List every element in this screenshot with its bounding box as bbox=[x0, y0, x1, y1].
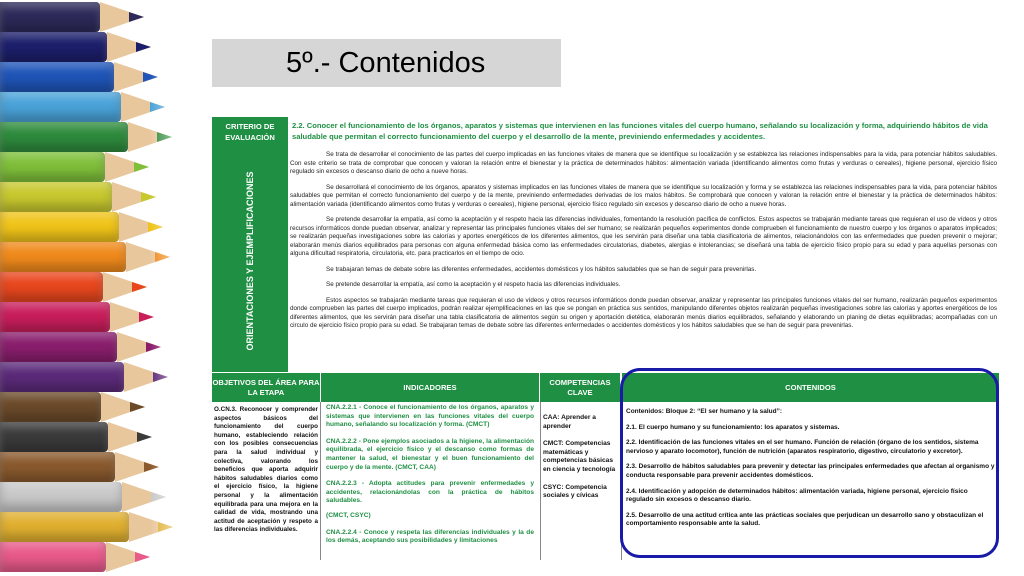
contenido-item: Contenidos: Bloque 2: “El ser humano y la salud”: bbox=[626, 408, 783, 415]
contenido-item: 2.1. El cuerpo humano y su funcionamiento: los aparatos y sistemas. bbox=[626, 423, 840, 431]
contenidos-list bbox=[622, 402, 999, 560]
orientaciones-bar bbox=[212, 151, 288, 372]
competencia-item: CSYC: Competencia sociales y cívicas bbox=[543, 483, 607, 500]
indicador-item: CNA.2.2.1 - Conoce el funcionamiento de los órganos, aparatos y sistemas que intervienen en las funciones vitales del cuerpo humano, señalando su localización y forma. (CMCT) bbox=[326, 404, 534, 429]
competencia-item: CAA: Aprender a aprender bbox=[543, 414, 596, 430]
indicadores-list bbox=[320, 402, 540, 560]
indicador-item: CNA.2.2.2 - Pone ejemplos asociados a la higiene, la alimentación equilibrada, el ejercicio físico y el descanso como formas de mantener la salud, el bienestar y el buen funcionamiento del cuerpo y de la mente. (CMCT, CAA) bbox=[326, 437, 534, 471]
indicador-item: CNA.2.2.3 - Adopta actitudes para prevenir enfermedades y accidentes, relacionándolas con la práctica de hábitos saludables. bbox=[326, 480, 534, 505]
orientaciones-paragraph: Estos aspectos se trabajarán mediante tareas que requieran el uso de vídeos y otros recursos informáticos donde puedan observar, analizar y representar las principales funciones vitales del ser humano, realizarán pequeños experimentos donde comprueben las partes del cuerpo implicados, podrán realizar ejemplificaciones en las que se pongan en práctica sus sentidos, manipulando diferentes objetos realizarán pequeñas investigaciones sobre las calorías y aportes energéticos de los diferentes alimentos, que les servirán para diseñar una tabla clasificatoria de alimentos según su origen y aportación dietética, elaborarán menús diarios equilibrados, señalando y elaborando un planing de dietas equilibradas; acompañadas con un circulo de ejercicio físico propio para su edad. Se trabajaran temas de debate sobre las diferentes enfermedades o accidentes domésticos y los hábitos saludables que se han de seguir para prevenirlas. bbox=[290, 296, 997, 329]
header-contenidos: CONTENIDOS bbox=[622, 373, 999, 402]
header-competencias: COMPETENCIAS CLAVE bbox=[540, 373, 620, 402]
contenido-item: 2.3. Desarrollo de hábitos saludables para prevenir y detectar las principales enfermedades que afectan al organismo y conducta responsable para prevenir accidentes domésticos. bbox=[626, 463, 995, 479]
orientaciones-paragraph: Se pretende desarrollar la empatía, así como la aceptación y el respeto hacia las diferencias individuales. bbox=[326, 281, 621, 288]
orientaciones-paragraph: Se trata de desarrollar el conocimiento de las partes del cuerpo implicadas en las funciones vitales de manera que se identifique su localización y se establezca las relaciones indispensables para la vida, para potenciar hábitos saludables. Con este criterio se trata de comprobar que conocen y valoran la relación entre el bienestar y la práctica de determinados hábitos: alimentación variada (identificando alimentos como frutas y verduras o cereales), higiene personal, ejercicio físico regulado sin excesos o descanso diario de ocho a nueve horas. bbox=[290, 151, 997, 175]
indicador-item: (CMCT, CSYC) bbox=[326, 511, 371, 519]
objetivos-text: O.CN.3. Reconocer y comprender aspectos básicos del funcionamiento del cuerpo humano, estableciendo relación con los posibles consecuencias para la salud individual y colectiva, valorando los beneficios que aporta adquirir hábitos saludables diarios como el ejercicio físico, la higiene personal y la alimentación equilibrada para una mejora en la calidad de vida, mostrando una actitud de aceptación y respeto a las diferencias individuales. bbox=[214, 406, 318, 534]
orientaciones-label: ORIENTACIONES Y EJEMPLIFICACIONES bbox=[245, 171, 255, 351]
curriculum-table bbox=[212, 117, 999, 560]
orientaciones-paragraph: Se trabajaran temas de debate sobre las diferentes enfermedades, accidentes domésticos y los hábitos saludables que se han de seguir para prevenirlas. bbox=[326, 265, 757, 273]
criterio-text: 2.2. Conocer el funcionamiento de los órganos, aparatos y sistemas que intervienen en las funciones vitales del cuerpo humano, señalando su localización y forma, adquiriendo hábitos de vida saludable que permitan el correcto funcionamiento del cuerpo y el desarrollo de la mente, previniendo enfermedades y accidentes. bbox=[292, 121, 988, 141]
slide-title: 5º.- Contenidos bbox=[286, 47, 486, 79]
orientaciones-text bbox=[290, 151, 997, 372]
title-box bbox=[212, 39, 561, 87]
indicador-item: CNA.2.2.4 - Conoce y respeta las diferencias individuales y la de los demás, aceptando sus posibilidades y limitaciones bbox=[326, 528, 534, 545]
header-objetivos: OBJETIVOS DEL ÁREA PARA LA ETAPA bbox=[212, 373, 320, 402]
criterio-label: CRITERIO DE EVALUACIÓN bbox=[212, 117, 288, 151]
contenido-item: 2.4. Identificación y adopción de determinados hábitos: alimentación variada, higiene personal, ejercicio físico regulado sin excesos o descanso diario. bbox=[626, 487, 968, 504]
contenido-item: 2.2. Identificación de las funciones vitales en el ser humano. Función de relación (órgano de los sentidos, sistema nervioso y aparato locomotor), función de nutrición (aparatos respiratorio, digestivo, circulatorio y excretor). bbox=[626, 439, 979, 455]
orientaciones-paragraph: Se desarrollará el conocimiento de los órganos, aparatos y sistemas implicados en las funciones vitales de manera que se identifique su localización y forma y se establezca las relaciones indispensables para la vida, para potenciar hábitos saludables que permitan el correcto funcionamiento del cuerpo y de la mente, previniendo enfermedades derivadas de los malos hábitos. Se comprobará que conocen y valoran la relación entre el bienestar y la práctica de determinados hábitos: alimentación variada (identificando alimentos como frutas y verduras o cereales), higiene personal, ejercicio físico regulado sin excesos y descanso diario de ocho a nueve horas. bbox=[290, 183, 997, 208]
contenido-item: 2.5. Desarrollo de una actitud crítica ante las prácticas sociales que perjudican un desarrollo sano y obstaculizan el comportamiento responsable ante la salud. bbox=[626, 511, 984, 528]
competencias-list bbox=[540, 402, 620, 560]
competencia-item: CMCT: Competencias matemáticas y competencias básicas en ciencia y tecnología bbox=[543, 440, 616, 473]
header-indicadores: INDICADORES bbox=[321, 373, 539, 402]
pencils-fade bbox=[150, 0, 200, 576]
orientaciones-paragraph: Se pretende desarrollar la empatía, así como la aceptación y el respeto hacia las diferencias individuales, fomentando la resolución pacífica de conflictos. Estos aspectos se trabajarán mediante tareas que requieran el uso de vídeos y otros recursos informáticos donde puedan observar, analizar y representar las principales funciones vitales del ser humano; se realizarán pequeños experimentos donde comprueben el funcionamiento de nuestro cuerpo y los órganos o aparatos implicados; se realizarán pequeñas investigaciones sobre las calorías y aportes energéticos de los diferentes alimentos, que les servirán para diseñar una tabla clasificatoria de alimentos, relacionándolos con las enfermedades que pueden prevenir o mejorar; elaborarán menús diarios equilibrados para personas con alguna enfermedad básica como las enfermedades circulatorias, diabetes, alergias e intolerancias; se diseñará una tabla de ejercicio físico propio para su edad y para aquellas personas con alguna dificultad respiratoria, circulatoria, etc. para practicarlos en el tiempo de ocio. bbox=[290, 216, 997, 257]
